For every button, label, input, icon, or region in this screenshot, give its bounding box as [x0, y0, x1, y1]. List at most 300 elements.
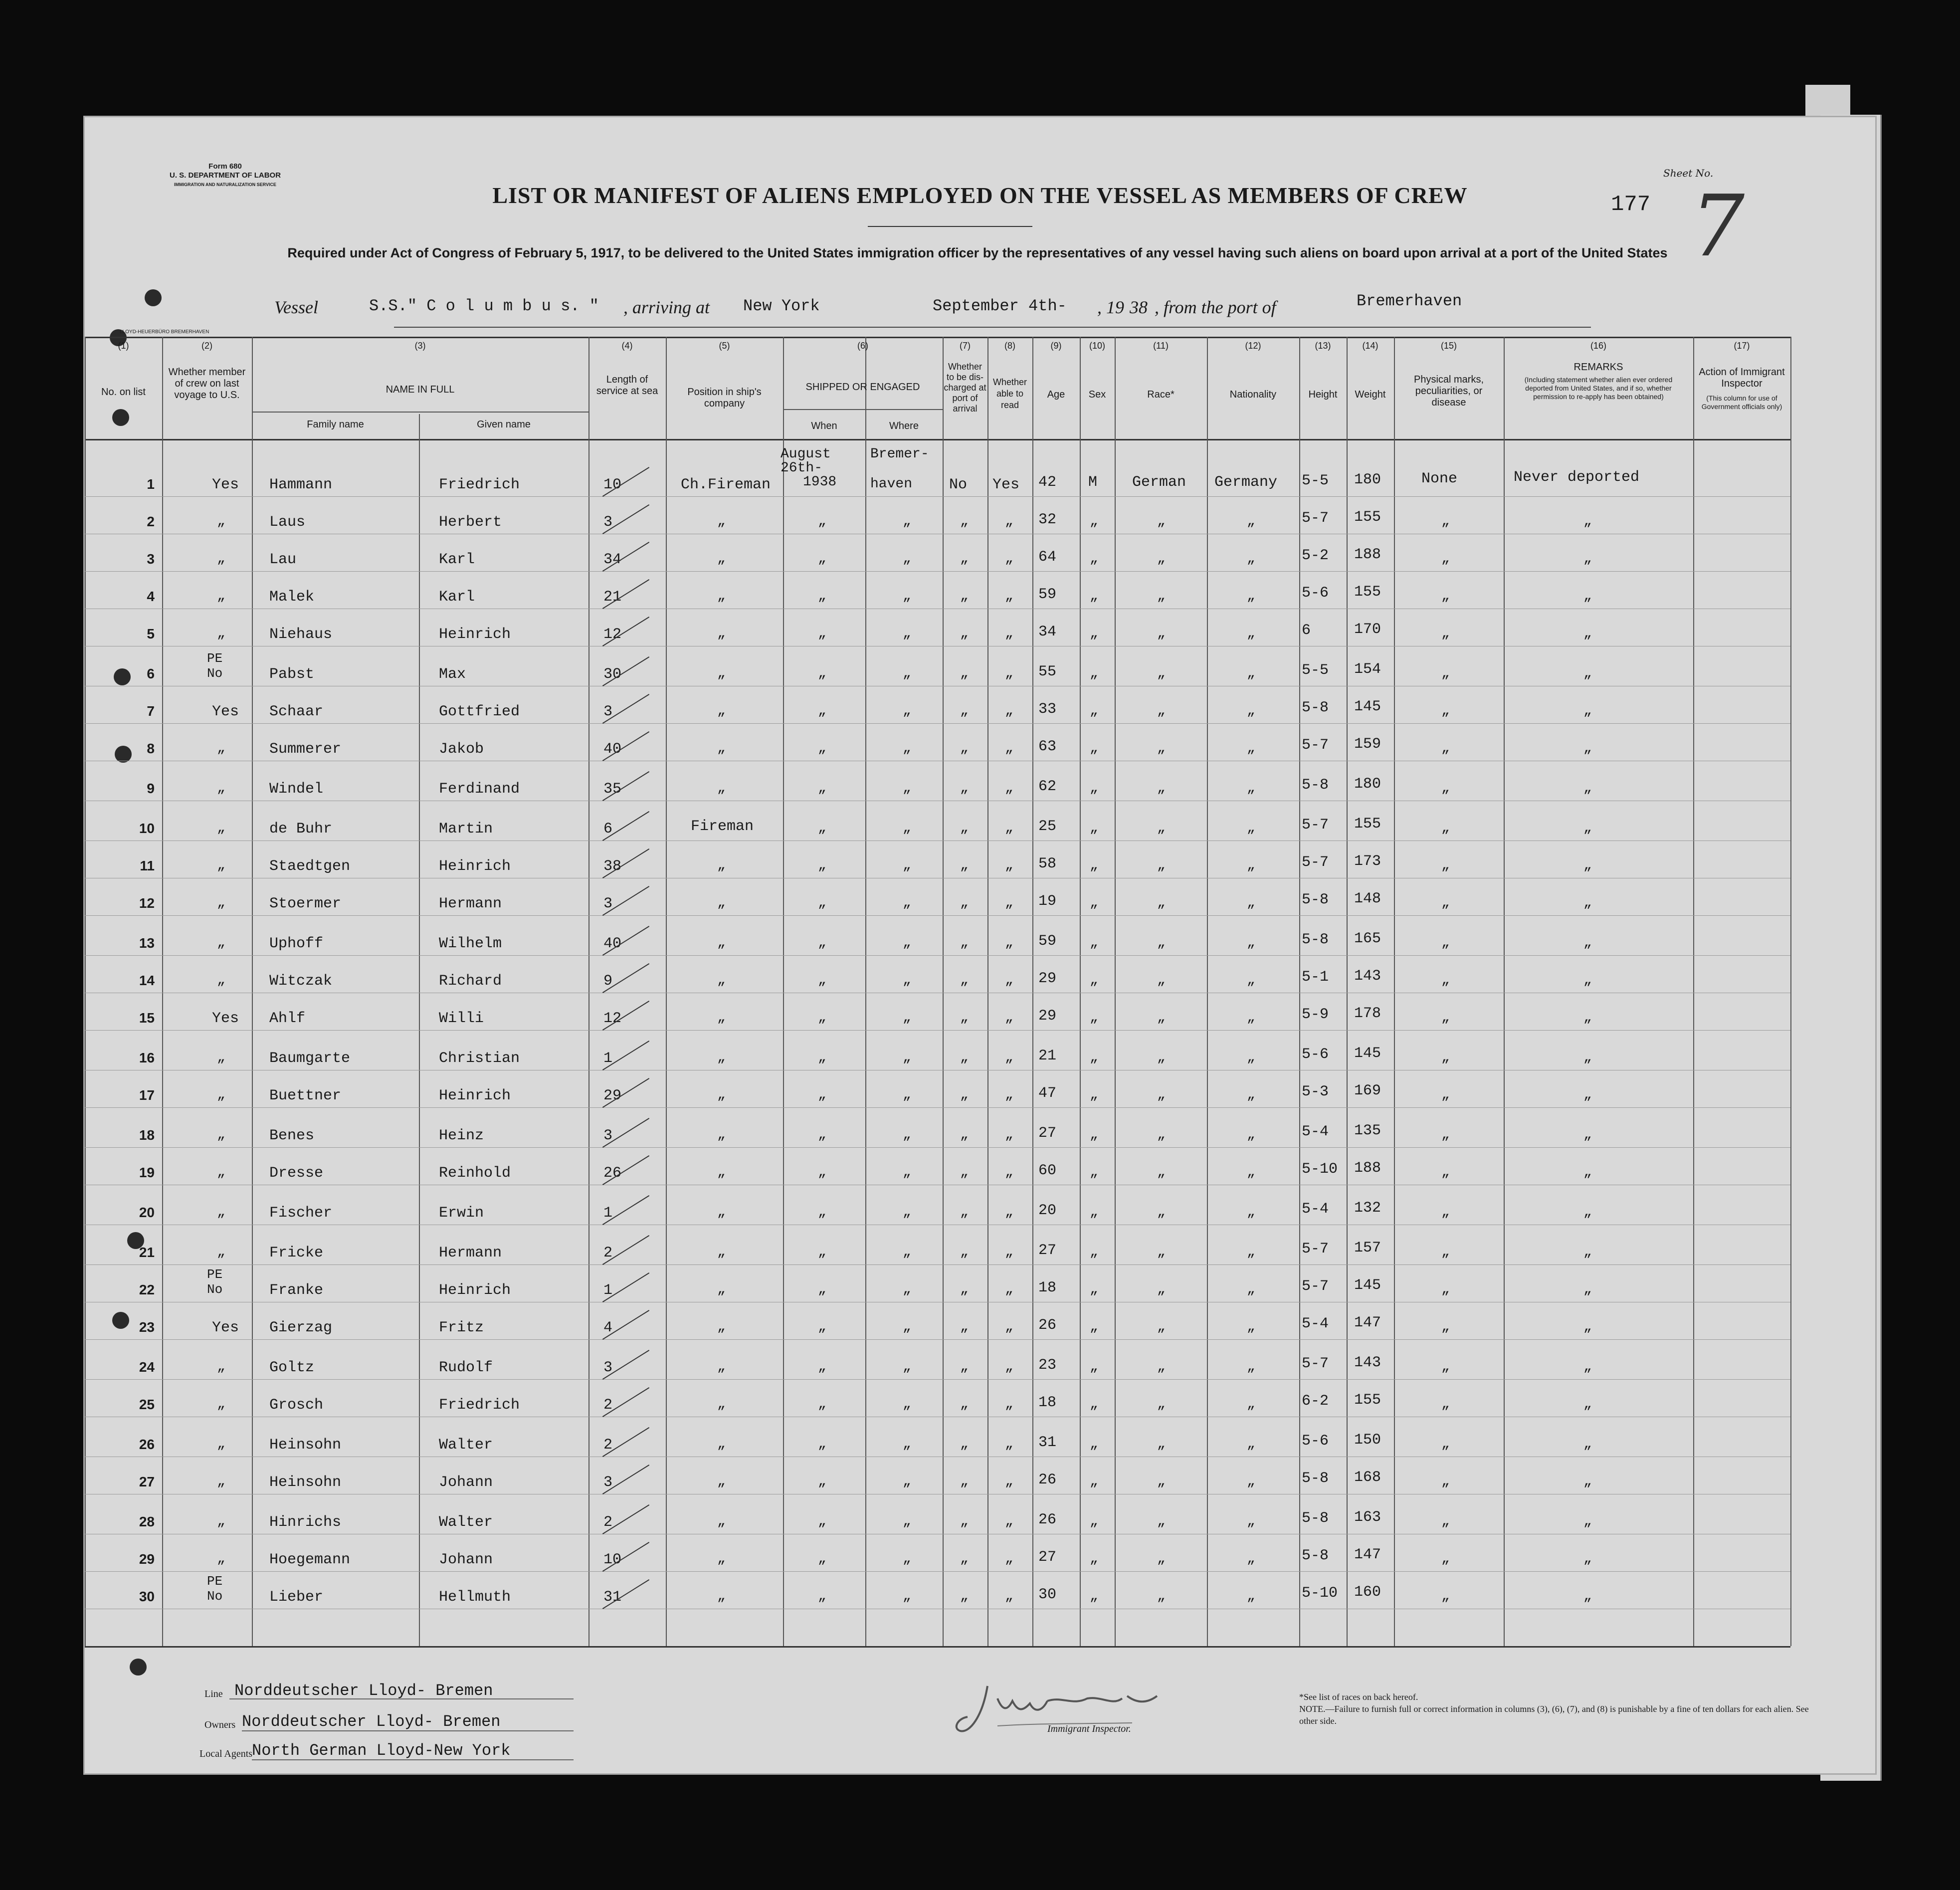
given-name-cell: Willi — [439, 1010, 484, 1027]
weight-cell: 148 — [1354, 890, 1381, 907]
position-ditto: „ — [717, 1205, 726, 1220]
row-number: 25 — [139, 1397, 155, 1412]
arrival-year: 38 — [1130, 297, 1148, 317]
given-name-cell: Erwin — [439, 1205, 484, 1222]
service-length-cell: 3 — [603, 1359, 613, 1376]
weight-cell: 132 — [1354, 1200, 1381, 1217]
ditto-mark: „ — [1005, 1087, 1013, 1103]
row-number: 3 — [147, 551, 155, 567]
ditto-mark: „ — [1090, 1319, 1098, 1335]
service-length-cell: 3 — [603, 895, 613, 912]
weight-cell: 180 — [1354, 776, 1381, 793]
ditto-mark: „ — [1157, 858, 1166, 873]
ditto-mark: „ — [818, 1514, 826, 1529]
column-border — [943, 337, 944, 1646]
service-length-cell: 2 — [603, 1437, 613, 1454]
ditto-mark: „ — [1090, 703, 1098, 719]
age-cell: 29 — [1038, 1008, 1057, 1025]
ditto-mark: „ — [1157, 589, 1166, 604]
header-family-name: Family name — [307, 419, 364, 430]
ditto-mark: „ — [818, 626, 826, 641]
height-cell: 5-8 — [1302, 931, 1329, 948]
last-voyage-cell: „ — [217, 1087, 225, 1103]
ditto-mark: „ — [903, 895, 911, 911]
row-number: 19 — [139, 1165, 155, 1180]
row-separator — [85, 723, 1790, 724]
service-length-cell: 38 — [603, 858, 622, 875]
last-voyage-cell: Yes — [212, 703, 239, 720]
ditto-mark: „ — [960, 1589, 969, 1604]
ditto-mark: „ — [1090, 741, 1098, 756]
ditto-mark: „ — [818, 781, 826, 796]
ditto-mark: „ — [1441, 666, 1450, 681]
position-ditto: „ — [717, 1165, 726, 1180]
ditto-mark: „ — [960, 551, 969, 567]
department-name: U. S. DEPARTMENT OF LABOR — [170, 171, 281, 180]
age-cell: 42 — [1038, 474, 1057, 491]
family-name-cell: Benes — [269, 1127, 315, 1144]
position-ditto: „ — [717, 1127, 726, 1143]
last-voyage-cell: „ — [217, 626, 225, 641]
ditto-mark: „ — [903, 1589, 911, 1604]
age-cell: 21 — [1038, 1048, 1057, 1064]
last-voyage-cell: „ — [217, 551, 225, 567]
ditto-mark: „ — [1090, 589, 1098, 604]
height-cell: 5-8 — [1302, 777, 1329, 794]
weight-cell: 170 — [1354, 621, 1381, 638]
ditto-mark: „ — [1005, 1010, 1013, 1026]
family-name-cell: Pabst — [269, 666, 315, 683]
ditto-mark: „ — [960, 1551, 969, 1567]
height-cell: 5-4 — [1302, 1315, 1329, 1332]
height-cell: 5-7 — [1302, 510, 1329, 527]
given-name-cell: Martin — [439, 821, 493, 838]
service-length-cell: 31 — [603, 1589, 622, 1606]
last-voyage-cell: PE No — [207, 1267, 223, 1297]
ditto-mark: „ — [1005, 703, 1013, 719]
ditto-mark: „ — [1583, 1397, 1592, 1412]
position-ditto: „ — [717, 781, 726, 796]
weight-cell: 154 — [1354, 661, 1381, 678]
row1-where-line2: haven — [870, 476, 913, 492]
weight-cell: 157 — [1354, 1240, 1381, 1257]
weight-cell: 143 — [1354, 1354, 1381, 1371]
weight-cell: 163 — [1354, 1509, 1381, 1526]
age-cell: 59 — [1038, 933, 1057, 950]
ditto-mark: „ — [1583, 514, 1592, 529]
height-cell: 5-2 — [1302, 547, 1329, 564]
ditto-mark: „ — [1247, 973, 1255, 988]
page-title: LIST OR MANIFEST OF ALIENS EMPLOYED ON THE VESSEL AS MEMBERS OF CREW — [492, 183, 1468, 208]
ditto-mark: „ — [818, 1359, 826, 1375]
row-number: 18 — [139, 1127, 155, 1143]
column-border — [1207, 337, 1208, 1646]
ditto-mark: „ — [1583, 1165, 1592, 1180]
header-physical-marks: Physical marks, peculiarities, or disease — [1413, 374, 1484, 408]
ditto-mark: „ — [1090, 626, 1098, 641]
ditto-mark: „ — [1090, 1282, 1098, 1297]
title-underline — [868, 226, 1032, 227]
row-number: 9 — [147, 781, 155, 796]
ditto-mark: „ — [1583, 1359, 1592, 1375]
ditto-mark: „ — [1247, 1127, 1255, 1143]
ditto-mark: „ — [1583, 741, 1592, 756]
row-separator — [85, 915, 1790, 916]
ditto-mark: „ — [1247, 1514, 1255, 1529]
given-name-cell: Christian — [439, 1050, 520, 1067]
given-name-cell: Karl — [439, 551, 475, 568]
ditto-mark: „ — [1247, 1551, 1255, 1567]
last-voyage-cell: PE No — [207, 1574, 223, 1604]
weight-cell: 155 — [1354, 509, 1381, 526]
ditto-mark: „ — [903, 1010, 911, 1026]
race-note: *See list of races on back hereof. — [1299, 1692, 1418, 1702]
position-ditto: „ — [717, 741, 726, 756]
ditto-mark: „ — [903, 821, 911, 836]
weight-cell: 143 — [1354, 968, 1381, 985]
col-num-17: (17) — [1734, 341, 1750, 351]
age-cell: 60 — [1038, 1162, 1057, 1179]
ditto-mark: „ — [1090, 1514, 1098, 1529]
family-name-cell: Niehaus — [269, 626, 333, 643]
family-name-cell: Lau — [269, 551, 297, 568]
ditto-mark: „ — [903, 589, 911, 604]
punch-hole — [112, 409, 129, 426]
row1-where-line1: Bremer- — [870, 446, 929, 462]
service-length-cell: 26 — [603, 1165, 622, 1182]
header-able-to-read: Whether able to read — [992, 377, 1027, 410]
ditto-mark: „ — [1247, 1359, 1255, 1375]
punch-hole — [112, 1312, 129, 1329]
line-rule — [229, 1698, 574, 1699]
owners-value: Norddeutscher Lloyd- Bremen — [242, 1712, 501, 1731]
col-num-1: (1) — [118, 341, 129, 351]
last-voyage-cell: Yes — [212, 1010, 239, 1027]
weight-cell: 173 — [1354, 853, 1381, 870]
family-name-cell: Lieber — [269, 1589, 324, 1606]
family-name-cell: Ahlf — [269, 1010, 306, 1027]
line-value: Norddeutscher Lloyd- Bremen — [234, 1681, 493, 1700]
age-cell: 47 — [1038, 1085, 1057, 1102]
ditto-mark: „ — [1441, 1087, 1450, 1103]
ditto-mark: „ — [818, 1589, 826, 1604]
row-number: 20 — [139, 1205, 155, 1220]
punch-hole — [114, 668, 131, 685]
ditto-mark: „ — [1247, 935, 1255, 951]
ditto-mark: „ — [1005, 858, 1013, 873]
ditto-mark: „ — [1441, 1514, 1450, 1529]
given-name-cell: Johann — [439, 1551, 493, 1568]
ditto-mark: „ — [1583, 1514, 1592, 1529]
ditto-mark: „ — [1005, 626, 1013, 641]
ditto-mark: „ — [1441, 741, 1450, 756]
page-subtitle: Required under Act of Congress of February 5, 1917, to be delivered to the United States immigration officer by the representatives of any vessel having such aliens on board upon arrival at a port of the United States — [287, 245, 1668, 260]
ditto-mark: „ — [903, 703, 911, 719]
row-number: 4 — [147, 589, 155, 604]
header-when: When — [811, 420, 837, 431]
header-last-voyage: Whether member of crew on last voyage to U.S. — [168, 367, 246, 401]
ditto-mark: „ — [1441, 1359, 1450, 1375]
ditto-mark: „ — [1247, 666, 1255, 681]
ditto-mark: „ — [1157, 935, 1166, 951]
age-cell: 29 — [1038, 970, 1057, 987]
position-ditto: „ — [717, 626, 726, 641]
ditto-mark: „ — [1090, 1127, 1098, 1143]
family-name-cell: Witczak — [269, 973, 333, 990]
service-length-cell: 6 — [603, 821, 613, 838]
ditto-mark: „ — [1157, 1050, 1166, 1065]
ditto-mark: „ — [1005, 895, 1013, 911]
ditto-mark: „ — [1005, 551, 1013, 567]
age-cell: 59 — [1038, 586, 1057, 603]
ditto-mark: „ — [818, 1127, 826, 1143]
ditto-mark: „ — [1157, 1359, 1166, 1375]
row-separator — [85, 1571, 1790, 1572]
ditto-mark: „ — [1005, 1050, 1013, 1065]
row-number: 13 — [139, 935, 155, 951]
column-border — [162, 337, 163, 1646]
col-num-8: (8) — [1004, 341, 1015, 351]
weight-cell: 178 — [1354, 1005, 1381, 1022]
header-age: Age — [1047, 389, 1065, 400]
height-cell: 5-6 — [1302, 1046, 1329, 1063]
ditto-mark: „ — [1090, 1437, 1098, 1452]
ditto-mark: „ — [1583, 1245, 1592, 1260]
ditto-mark: „ — [960, 1397, 969, 1412]
ditto-mark: „ — [1441, 1282, 1450, 1297]
header-discharged: Whether to be dis-charged at port of arrival — [944, 362, 986, 414]
weight-cell: 155 — [1354, 1392, 1381, 1409]
ditto-mark: „ — [818, 1319, 826, 1335]
column-border — [1347, 337, 1348, 1646]
ditto-mark: „ — [1583, 703, 1592, 719]
last-voyage-cell: „ — [217, 895, 225, 911]
given-name-cell: Max — [439, 666, 466, 683]
weight-cell: 168 — [1354, 1469, 1381, 1486]
ditto-mark: „ — [1441, 1551, 1450, 1567]
position-ditto: „ — [717, 514, 726, 529]
column-border — [1080, 337, 1081, 1646]
row-number: 14 — [139, 973, 155, 988]
service-length-cell: 2 — [603, 1397, 613, 1414]
service-length-cell: 2 — [603, 1245, 613, 1261]
ditto-mark: „ — [1005, 1319, 1013, 1335]
family-name-cell: Windel — [269, 781, 324, 798]
age-cell: 27 — [1038, 1549, 1057, 1566]
ditto-mark: „ — [960, 741, 969, 756]
ditto-mark: „ — [818, 703, 826, 719]
height-cell: 5-7 — [1302, 1278, 1329, 1295]
ditto-mark: „ — [1090, 1205, 1098, 1220]
ditto-mark: „ — [1157, 1551, 1166, 1567]
header-sex: Sex — [1088, 389, 1106, 400]
header-race: Race* — [1147, 389, 1175, 400]
height-cell: 5-8 — [1302, 891, 1329, 908]
ditto-mark: „ — [1441, 1010, 1450, 1026]
family-name-cell: Schaar — [269, 703, 324, 720]
row-number: 10 — [139, 821, 155, 836]
row1-able-to-read: Yes — [992, 476, 1020, 493]
ditto-mark: „ — [1157, 973, 1166, 988]
weight-cell: 188 — [1354, 546, 1381, 563]
ditto-mark: „ — [818, 1165, 826, 1180]
last-voyage-cell: „ — [217, 1165, 225, 1180]
ditto-mark: „ — [903, 1050, 911, 1065]
given-name-cell: Reinhold — [439, 1165, 511, 1182]
ditto-mark: „ — [1247, 1589, 1255, 1604]
ditto-mark: „ — [1583, 666, 1592, 681]
ditto-mark: „ — [903, 1127, 911, 1143]
ditto-mark: „ — [1247, 1087, 1255, 1103]
ditto-mark: „ — [1005, 589, 1013, 604]
ditto-mark: „ — [903, 551, 911, 567]
service-length-cell: 40 — [603, 935, 622, 952]
service-length-cell: 3 — [603, 514, 613, 531]
ditto-mark: „ — [1005, 1205, 1013, 1220]
ditto-mark: „ — [960, 781, 969, 796]
ditto-mark: „ — [960, 1050, 969, 1065]
ditto-mark: „ — [1005, 1282, 1013, 1297]
row-number: 15 — [139, 1010, 155, 1026]
ditto-mark: „ — [1090, 666, 1098, 681]
ditto-mark: „ — [1583, 973, 1592, 988]
given-name-cell: Hermann — [439, 895, 502, 912]
age-cell: 25 — [1038, 818, 1057, 835]
ditto-mark: „ — [903, 1319, 911, 1335]
position-ditto: „ — [717, 666, 726, 681]
ditto-mark: „ — [1157, 514, 1166, 529]
height-cell: 5-7 — [1302, 1241, 1329, 1258]
height-cell: 5-8 — [1302, 1470, 1329, 1487]
ditto-mark: „ — [1441, 703, 1450, 719]
given-name-cell: Rudolf — [439, 1359, 493, 1376]
given-name-cell: Hellmuth — [439, 1589, 511, 1606]
ditto-mark: „ — [1583, 858, 1592, 873]
header-weight: Weight — [1355, 389, 1386, 400]
age-cell: 34 — [1038, 624, 1057, 640]
ditto-mark: „ — [960, 935, 969, 951]
position-ditto: „ — [717, 935, 726, 951]
ditto-mark: „ — [1157, 1245, 1166, 1260]
position-ditto: „ — [717, 1359, 726, 1375]
age-cell: 26 — [1038, 1471, 1057, 1488]
given-name-cell: Jakob — [439, 741, 484, 758]
ditto-mark: „ — [1583, 589, 1592, 604]
ditto-mark: „ — [1583, 1087, 1592, 1103]
ditto-mark: „ — [1247, 703, 1255, 719]
given-name-cell: Heinz — [439, 1127, 484, 1144]
ditto-mark: „ — [1583, 1127, 1592, 1143]
vessel-label: Vessel — [274, 297, 318, 317]
family-name-cell: Goltz — [269, 1359, 315, 1376]
arrival-date: September 4th- — [933, 297, 1067, 315]
ditto-mark: „ — [903, 973, 911, 988]
ditto-mark: „ — [1441, 1397, 1450, 1412]
year-prefix: , 19 — [1097, 297, 1124, 317]
age-cell: 18 — [1038, 1279, 1057, 1296]
position-ditto: „ — [717, 1319, 726, 1335]
col-num-5: (5) — [719, 341, 730, 351]
weight-cell: 145 — [1354, 1277, 1381, 1294]
ditto-mark: „ — [1247, 781, 1255, 796]
ditto-mark: „ — [818, 666, 826, 681]
age-cell: 33 — [1038, 701, 1057, 718]
ditto-mark: „ — [1090, 1474, 1098, 1489]
column-border — [1032, 337, 1033, 1646]
ditto-mark: „ — [960, 973, 969, 988]
row-number: 12 — [139, 895, 155, 911]
ditto-mark: „ — [1583, 1205, 1592, 1220]
ditto-mark: „ — [1247, 626, 1255, 641]
ditto-mark: „ — [1157, 1514, 1166, 1529]
arriving-label: , arriving at — [623, 297, 710, 317]
given-name-cell: Heinrich — [439, 626, 511, 643]
departure-port: Bremerhaven — [1357, 292, 1462, 310]
height-cell: 5-10 — [1302, 1585, 1338, 1602]
ditto-mark: „ — [1583, 1282, 1592, 1297]
ditto-mark: „ — [1157, 1437, 1166, 1452]
service-length-cell: 3 — [603, 1127, 613, 1144]
ditto-mark: „ — [1247, 741, 1255, 756]
header-inspector-action: Action of Immigrant Inspector — [1699, 367, 1785, 389]
row-number: 21 — [139, 1245, 155, 1260]
row1-nationality: Germany — [1214, 474, 1278, 491]
ditto-mark: „ — [1005, 1514, 1013, 1529]
agents-value: North German Lloyd-New York — [252, 1741, 511, 1760]
position-ditto: „ — [717, 589, 726, 604]
manifest-page — [85, 117, 1875, 1773]
stamp-number: 177 — [1611, 192, 1651, 217]
ditto-mark: „ — [960, 1282, 969, 1297]
age-cell: 31 — [1038, 1434, 1057, 1451]
header-height: Height — [1308, 389, 1338, 400]
service-name: IMMIGRATION AND NATURALIZATION SERVICE — [174, 182, 277, 187]
ditto-mark: „ — [818, 1474, 826, 1489]
ditto-mark: „ — [1583, 935, 1592, 951]
ditto-mark: „ — [1090, 514, 1098, 529]
ditto-mark: „ — [1583, 781, 1592, 796]
row-number: 23 — [139, 1319, 155, 1335]
ditto-mark: „ — [960, 1474, 969, 1489]
ditto-mark: „ — [1247, 1437, 1255, 1452]
line-label: Line — [204, 1688, 223, 1699]
ditto-mark: „ — [1005, 514, 1013, 529]
ditto-mark: „ — [960, 1514, 969, 1529]
ditto-mark: „ — [818, 551, 826, 567]
ditto-mark: „ — [1247, 1165, 1255, 1180]
header-where: Where — [889, 420, 919, 431]
age-cell: 19 — [1038, 893, 1057, 910]
ditto-mark: „ — [1441, 1165, 1450, 1180]
ditto-mark: „ — [960, 1359, 969, 1375]
weight-cell: 135 — [1354, 1122, 1381, 1139]
ditto-mark: „ — [1247, 858, 1255, 873]
ditto-mark: „ — [960, 703, 969, 719]
weight-cell: 160 — [1354, 1584, 1381, 1601]
ditto-mark: „ — [1441, 1245, 1450, 1260]
ditto-mark: „ — [903, 1551, 911, 1567]
last-voyage-cell: „ — [217, 1205, 225, 1220]
given-name-cell: Fritz — [439, 1319, 484, 1336]
ditto-mark: „ — [1157, 1087, 1166, 1103]
row-separator — [85, 1339, 1790, 1340]
ditto-mark: „ — [960, 1010, 969, 1026]
family-name-cell: Heinsohn — [269, 1474, 342, 1491]
last-voyage-cell: „ — [217, 1551, 225, 1567]
ditto-mark: „ — [903, 935, 911, 951]
age-cell: 58 — [1038, 855, 1057, 872]
row-separator — [85, 1147, 1790, 1148]
